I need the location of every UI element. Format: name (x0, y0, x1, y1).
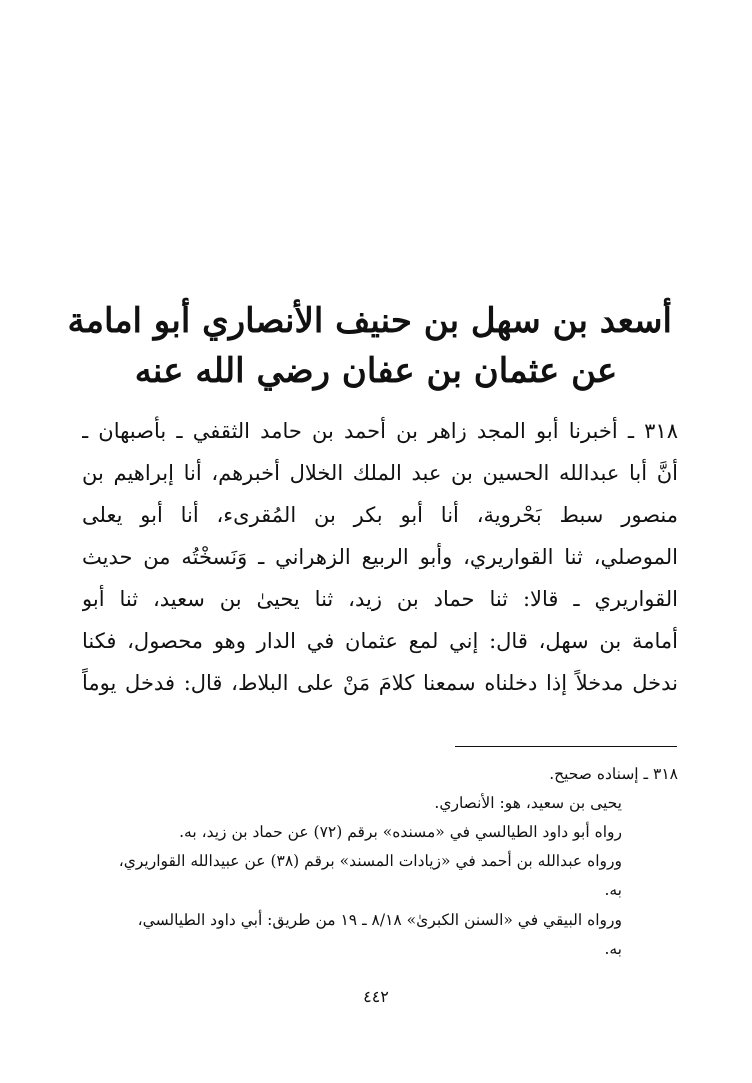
body-line-2: أنَّ أبا عبدالله الحسين بن عبد الملك الخلال أخبرهم، أنا إبراهيم بن (82, 461, 678, 485)
body-line-4: الموصلي، ثنا القواريري، وأبو الربيع الزهراني ـ وَنَسخْتُه من حديث (82, 545, 678, 569)
footnote-line-5: به. (604, 881, 622, 899)
footnote-line-4: ورواه عبدالله بن أحمد في «زيادات المسند» برقم (٣٨) عن عبيدالله القواريري، (118, 852, 622, 870)
footnote-divider (455, 746, 677, 747)
body-line-7: ندخل مدخلاً إذا دخلناه سمعنا كلامَ مَنْ على البلاط، قال: فدخل يوماً (82, 671, 678, 695)
body-line-6: أمامة بن سهل، قال: إني لمع عثمان في الدار وهو محصول، فكنا (82, 629, 678, 653)
chapter-title-line-1: أسعد بن سهل بن حنيف الأنصاري أبو امامة (67, 301, 672, 341)
footnote-line-3: رواه أبو داود الطيالسي في «مسنده» برقم (٧٢) عن حماد بن زيد، به. (179, 823, 622, 841)
chapter-title-line-2: عن عثمان بن عفان رضي الله عنه (134, 351, 618, 391)
footnotes (110, 760, 678, 964)
footnote-line-6: ورواه البيقي في «السنن الكبرىٰ» ٨/١٨ ـ ١٩ من طريق: أبي داود الطيالسي، (137, 911, 622, 929)
footnote-line-7: به. (604, 940, 622, 958)
footnote-line-2: يحيى بن سعيد، هو: الأنصاري. (434, 794, 622, 812)
hadith-text (82, 410, 678, 704)
body-line-1: ٣١٨ ـ أخبرنا أبو المجد زاهر بن أحمد بن حامد الثقفي ـ بأصبهان ـ (82, 419, 678, 443)
footnote-line-1: ٣١٨ ـ إسناده صحيح. (549, 765, 678, 783)
body-line-3: منصور سبط بَحْروية، أنا أبو بكر بن المُقرىء، أنا أبو يعلى (82, 503, 678, 527)
page-number: ٤٤٢ (363, 987, 389, 1006)
body-line-5: القواريري ـ قالا: ثنا حماد بن زيد، ثنا يحيىٰ بن سعيد، ثنا أبو (82, 587, 678, 611)
